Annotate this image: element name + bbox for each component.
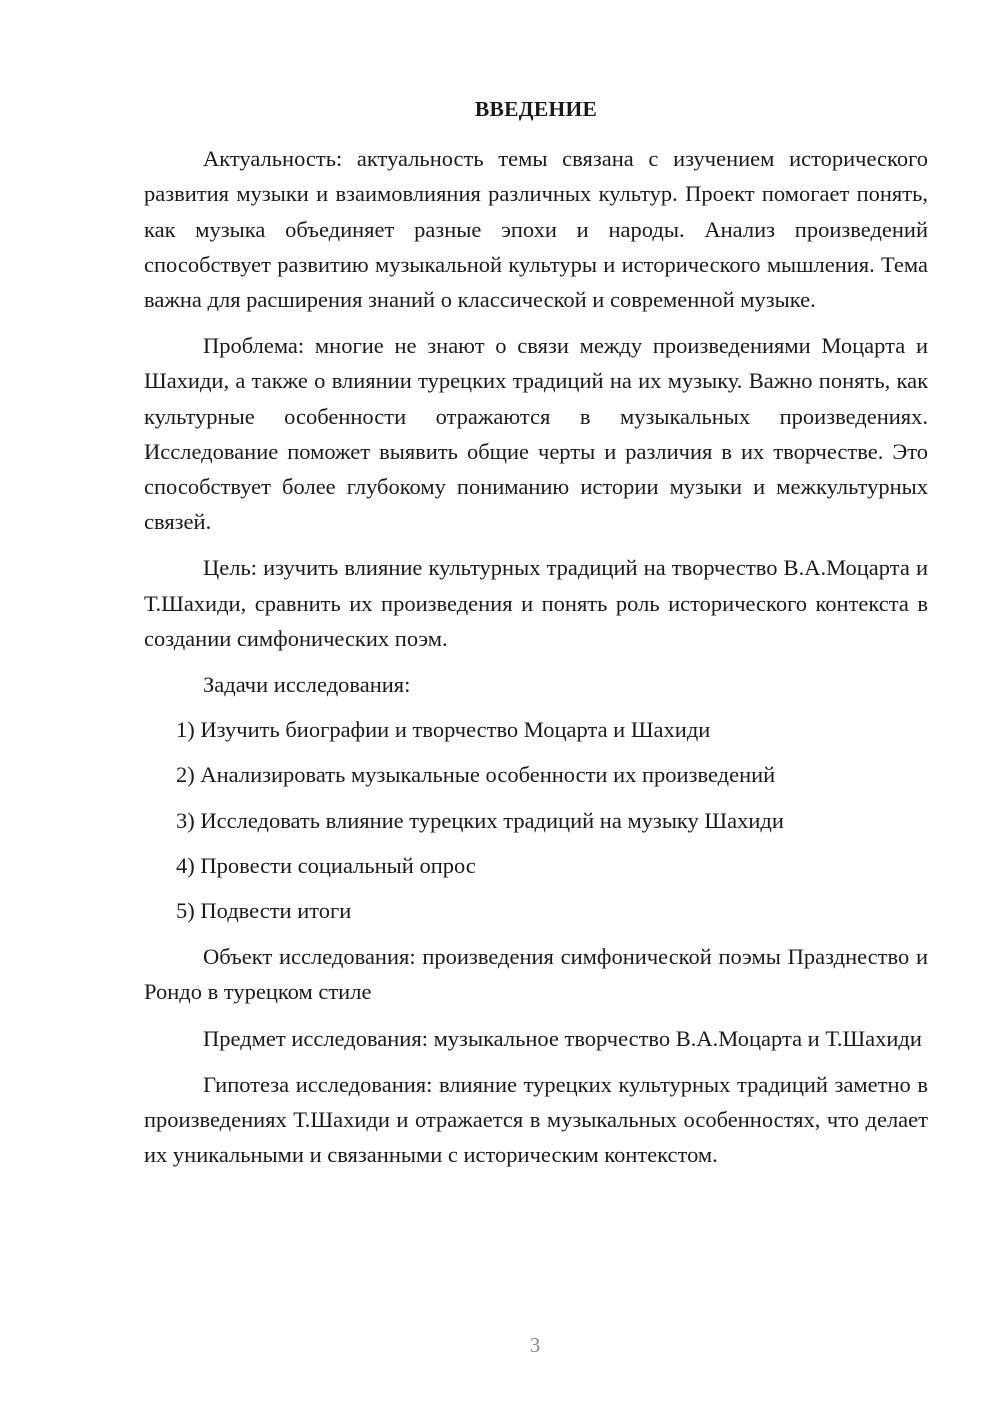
task-item: 3) Исследовать влияние турецких традиций на музыку Шахиди xyxy=(176,807,784,833)
problem-paragraph: Проблема: многие не знают о связи между произведениями Моцарта и Шахиди, а также о влиянии турецких традиций на их музыку. Важно понять, как культурные особенности отражаются в музыкальных произведениях. Исследование поможет выявить общие черты и различия в их творчестве. Это способствует более глубокому пониманию истории музыки и межкультурных связей. xyxy=(144,333,928,535)
task-item: 2) Анализировать музыкальные особенности их произведений xyxy=(176,762,776,788)
tasks-list xyxy=(144,712,928,928)
section-title: ВВЕДЕНИЕ xyxy=(474,97,598,121)
document-body xyxy=(144,92,928,1183)
tasks-heading: Задачи исследования: xyxy=(203,672,411,698)
hypothesis-paragraph: Гипотеза исследования: влияние турецких культурных традиций заметно в произведениях Т.Шахиди и отражается в музыкальных особенностях, что делает их уникальными и связанными с историческим контекстом. xyxy=(144,1071,928,1168)
object-paragraph: Объект исследования: произведения симфонической поэмы Празднество и Рондо в турецком стиле xyxy=(144,944,928,1005)
task-item: 4) Провести социальный опрос xyxy=(176,852,476,878)
task-item: 1) Изучить биографии и творчество Моцарта и Шахиди xyxy=(176,717,711,743)
relevance-paragraph: Актуальность: актуальность темы связана с изучением исторического развития музыки и взаимовлияния различных культур. Проект помогает понять, как музыка объединяет разные эпохи и народы. Анализ произведений способствует развитию музыкальной культуры и исторического мышления. Тема важна для расширения знаний о классической и современной музыке. xyxy=(144,146,928,313)
subject-paragraph: Предмет исследования: музыкальное творчество В.А.Моцарта и Т.Шахиди xyxy=(203,1025,922,1051)
page-number: 3 xyxy=(529,1333,541,1357)
goal-paragraph: Цель: изучить влияние культурных традиций на творчество В.А.Моцарта и Т.Шахиди, сравнить их произведения и понять роль исторического контекста в создании симфонических поэм. xyxy=(144,555,928,651)
task-item: 5) Подвести итоги xyxy=(176,898,352,924)
